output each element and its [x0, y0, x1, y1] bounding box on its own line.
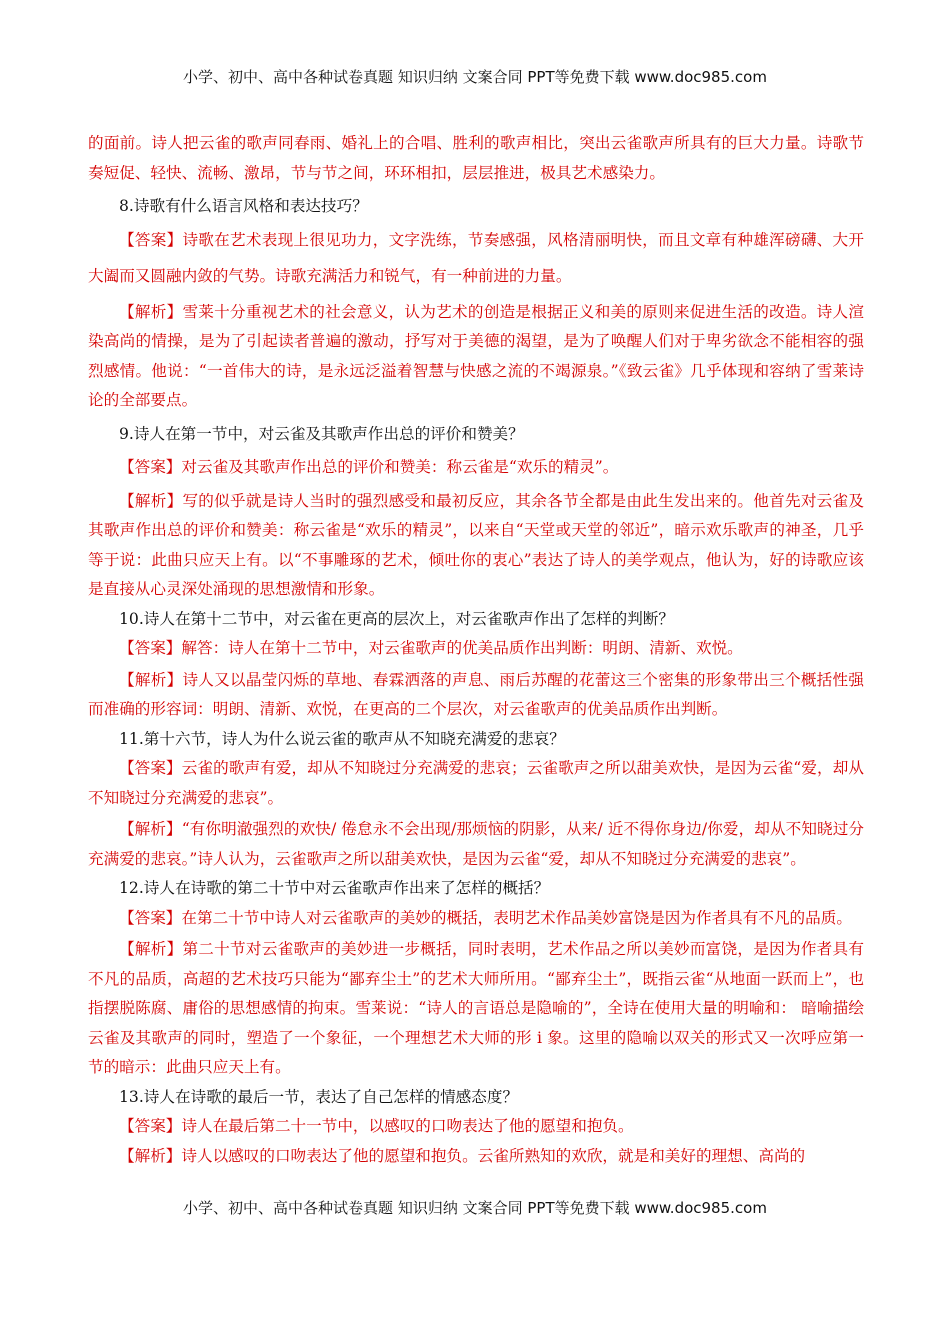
question-text: 12.诗人在诗歌的第二十节中对云雀歌声作出来了怎样的概括？: [119, 879, 550, 897]
qa-item-13: [88, 1083, 864, 1172]
analysis-label: 【解析】: [119, 820, 182, 838]
answer-text: 云雀的歌声有爱，却从不知晓过分充满爱的悲哀；云雀歌声之所以甜美欢快，是因为云雀“爱，却从不知晓过分充满爱的悲哀”。: [88, 759, 864, 807]
answer-paragraph: [88, 904, 864, 934]
qa-item-9: [88, 420, 864, 605]
analysis-paragraph: [88, 1142, 864, 1172]
qa-item-12: [88, 874, 864, 1083]
analysis-paragraph: [88, 487, 864, 605]
answer-paragraph: [88, 1112, 864, 1142]
intro-paragraph: 的面前。诗人把云雀的歌声同春雨、婚礼上的合唱、胜利的歌声相比，突出云雀歌声所具有的巨大力量。诗歌节奏短促、轻快、流畅、激昂，节与节之间，环环相扣，层层推进，极具艺术感染力。: [88, 134, 864, 182]
answer-text: 解答：诗人在第十二节中，对云雀歌声的优美品质作出判断：明朗、清新、欢悦。: [181, 639, 743, 657]
document-body: [88, 129, 864, 1171]
question-text: 13.诗人在诗歌的最后一节，表达了自己怎样的情感态度？: [119, 1087, 519, 1106]
answer-label: 【答案】: [119, 759, 182, 777]
qa-item-10: [88, 605, 864, 725]
answer-text: 对云雀及其歌声作出总的评价和赞美：称云雀是“欢乐的精灵”。: [181, 458, 619, 476]
answer-label: 【答案】: [119, 1117, 182, 1135]
answer-label: 【答案】: [119, 908, 182, 927]
answer-paragraph: [88, 453, 864, 483]
analysis-label: 【解析】: [119, 302, 183, 321]
page-header: 小学、初中、高中各种试卷真题 知识归纳 文案合同 PPT等免费下载 www.doc985.com: [183, 68, 767, 86]
answer-text: 诗歌在艺术表现上很见功力，文字洗练，节奏感强，风格清丽明快，而且文章有种雄浑磅礴、大开大阖而又圆融内敛的气势。诗歌充满活力和锐气，有一种前进的力量。: [88, 230, 864, 285]
question-text: 10.诗人在第十二节中，对云雀在更高的层次上，对云雀歌声作出了怎样的判断？: [119, 609, 674, 628]
question-text: 8.诗歌有什么语言风格和表达技巧？: [119, 197, 368, 215]
analysis-label: 【解析】: [119, 670, 183, 689]
analysis-text: “有你明澈强烈的欢快/ 倦怠永不会出现/那烦恼的阴影，从来/ 近不得你身边/你爱，却从不知晓过分充满爱的悲哀。”诗人认为，云雀歌声之所以甜美欢快，是因为云雀“爱，却从不知晓过分充满爱的悲哀”。: [88, 820, 864, 868]
analysis-text: 写的似乎就是诗人当时的强烈感受和最初反应，其余各节全都是由此生发出来的。他首先对云雀及其歌声作出总的评价和赞美：称云雀是“欢乐的精灵”，以来自“天堂或天堂的邻近”，暗示欢乐歌声的神圣，几乎等于说：此曲只应天上有。以“不事雕琢的艺术，倾吐你的衷心”表达了诗人的美学观点，他认为，好的诗歌应该是直接从心灵深处涌现的思想激情和形象。: [88, 491, 864, 598]
answer-paragraph: [88, 754, 864, 813]
analysis-paragraph: [88, 666, 864, 725]
answer-text: 在第二十节中诗人对云雀歌声的美妙的概括，表明艺术作品美妙富饶是因为作者具有不凡的品质。: [181, 908, 852, 927]
analysis-label: 【解析】: [119, 940, 183, 958]
analysis-paragraph: [88, 815, 864, 874]
analysis-label: 【解析】: [119, 491, 183, 510]
answer-text: 诗人在最后第二十一节中，以感叹的口吻表达了他的愿望和抱负。: [181, 1117, 634, 1135]
page-footer: 小学、初中、高中各种试卷真题 知识归纳 文案合同 PPT等免费下载 www.doc985.com: [183, 1199, 767, 1217]
question-text: 9.诗人在第一节中，对云雀及其歌声作出总的评价和赞美？: [119, 424, 524, 443]
analysis-text: 诗人以感叹的口吻表达了他的愿望和抱负。云雀所熟知的欢欣，就是和美好的理想、高尚的: [181, 1146, 806, 1165]
analysis-text: 雪莱十分重视艺术的社会意义，认为艺术的创造是根据正义和美的原则来促进生活的改造。诗人渲染高尚的情操，是为了引起读者普遍的激动，抒写对于美德的渴望，是为了唤醒人们对于卑劣欲念不能相容的强烈感情。他说：“一首伟大的诗，是永远泛溢着智慧与快感之流的不竭源泉。”《致云雀》几乎体现和容纳了雪莱诗论的全部要点。: [88, 302, 864, 409]
question-text: 11.第十六节，诗人为什么说云雀的歌声从不知晓充满爱的悲哀？: [119, 729, 565, 748]
analysis-text: 第二十节对云雀歌声的美妙进一步概括，同时表明，艺术作品之所以美妙而富饶，是因为作者具有不凡的品质，高超的艺术技巧只能为“鄙弃尘土”的艺术大师所用。“鄙弃尘土”，既指云雀“从地面一跃而上”，也指摆脱陈腐、庸俗的思想感情的拘束。雪莱说：“诗人的言语总是隐喻的”，全诗在使用大量的明喻和： 暗喻描绘云雀及其歌声的同时，塑造了一个象征，一个理想艺术大师的形 i 象。这里的隐喻以双关的形式又一次呼应第一节的暗示：此曲只应天上有。: [88, 940, 864, 1076]
answer-paragraph: [88, 222, 864, 294]
answer-paragraph: [88, 634, 864, 664]
analysis-paragraph: [88, 935, 864, 1083]
answer-label: 【答案】: [119, 639, 182, 657]
qa-item-11: [88, 725, 864, 875]
analysis-text: 诗人又以晶莹闪烁的草地、春霖洒落的声息、雨后苏醒的花蕾这三个密集的形象带出三个概括性强而准确的形容词：明朗、清新、欢悦，在更高的二个层次，对云雀歌声的优美品质作出判断。: [88, 670, 864, 718]
answer-label: 【答案】: [119, 458, 182, 476]
answer-label: 【答案】: [119, 230, 183, 249]
analysis-label: 【解析】: [119, 1146, 182, 1165]
analysis-paragraph: [88, 298, 864, 416]
qa-item-8: [88, 192, 864, 416]
